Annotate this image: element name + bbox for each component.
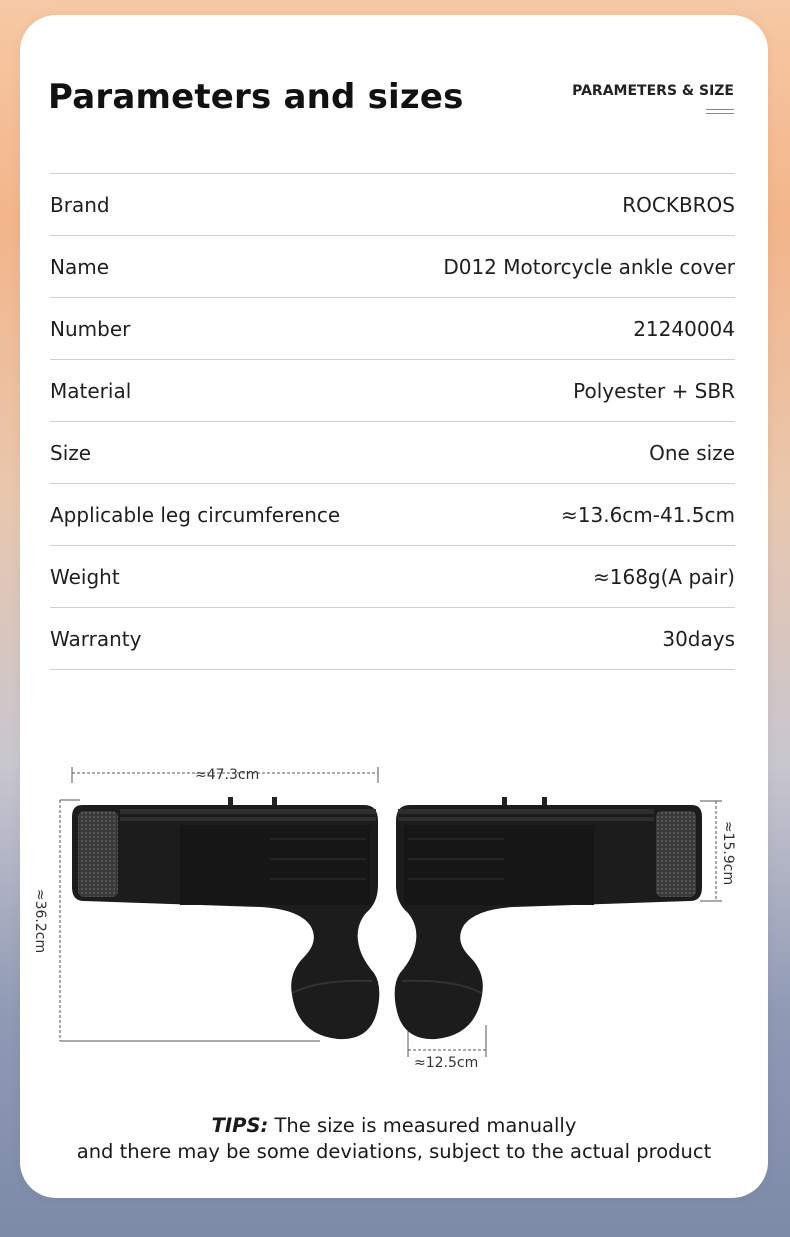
ankle-cover-right <box>395 797 702 1039</box>
page-title: Parameters and sizes <box>48 77 464 117</box>
tips-line-1: The size is measured manually <box>274 1114 577 1137</box>
param-row-leg-circumference <box>50 483 735 545</box>
param-value: ROCKBROS <box>622 192 735 217</box>
product-size-diagram <box>20 735 768 1095</box>
dimension-strap-label: ≈15.9cm <box>720 820 737 886</box>
ankle-cover-left <box>72 797 379 1039</box>
subtitle-decoration <box>706 109 734 117</box>
param-row-weight <box>50 545 735 607</box>
param-row-name <box>50 235 735 297</box>
param-label: Brand <box>50 192 110 217</box>
param-label: Number <box>50 316 131 341</box>
dimension-foot-label: ≈12.5cm <box>414 1055 479 1071</box>
param-label: Weight <box>50 564 120 589</box>
param-label: Name <box>50 254 110 279</box>
section-subtitle: PARAMETERS & SIZE <box>572 83 734 99</box>
param-label: Warranty <box>50 626 142 651</box>
dimension-height-label: ≈36.2cm <box>32 888 49 954</box>
param-row-brand <box>50 173 735 235</box>
param-row-material <box>50 359 735 421</box>
param-value: D012 Motorcycle ankle cover <box>443 254 735 279</box>
param-row-size <box>50 421 735 483</box>
tips-line-2: and there may be some deviations, subject to the actual product <box>76 1140 712 1163</box>
param-label: Material <box>50 378 132 403</box>
param-label: Size <box>50 440 92 465</box>
param-value: 21240004 <box>633 316 735 341</box>
param-row-number <box>50 297 735 359</box>
param-row-warranty <box>50 607 735 670</box>
param-value: One size <box>649 440 735 465</box>
tips-label: TIPS: <box>211 1114 269 1137</box>
param-value: Polyester + SBR <box>573 378 735 403</box>
dimension-width-label: ≈47.3cm <box>195 767 260 783</box>
product-image <box>20 735 768 1095</box>
param-label: Applicable leg circumference <box>50 502 341 527</box>
param-value: ≈13.6cm-41.5cm <box>561 502 735 527</box>
param-value: 30days <box>662 626 735 651</box>
parameters-card <box>20 15 768 1198</box>
tips-note <box>20 1113 768 1165</box>
parameters-table <box>50 173 735 670</box>
param-value: ≈168g(A pair) <box>592 564 735 589</box>
